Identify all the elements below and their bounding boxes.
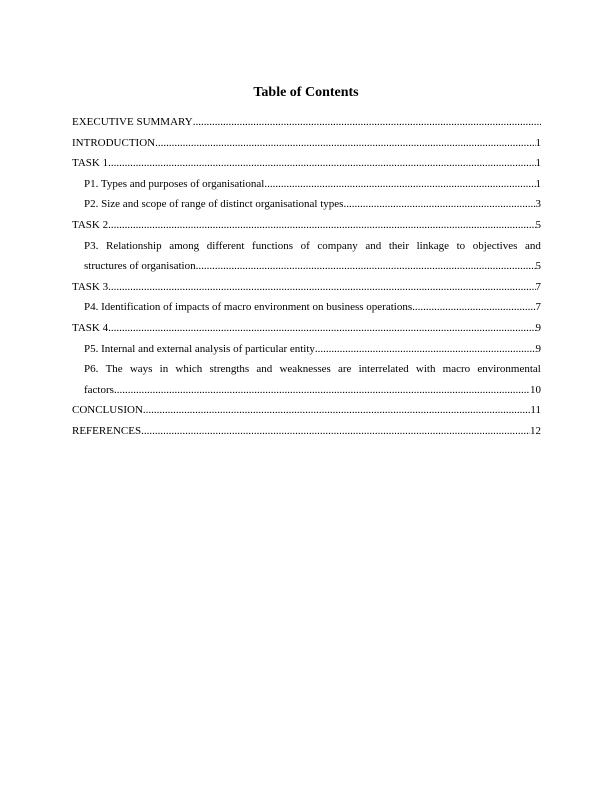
toc-entry-page: 11 (530, 404, 541, 417)
toc-entry-label: TASK 3 (72, 280, 109, 293)
toc-entry-page: 5 (535, 218, 541, 231)
toc-entry-introduction[interactable] (72, 133, 541, 154)
toc-entry-p1[interactable] (72, 174, 541, 195)
toc-word: different (206, 239, 245, 252)
toc-entry-p5[interactable] (72, 339, 541, 360)
toc-word: ways (129, 363, 153, 376)
toc-title: Table of Contents (253, 85, 359, 100)
toc-word: Relationship (105, 239, 162, 252)
toc-entry-page: 1 (535, 136, 541, 149)
toc-entry-p6[interactable] (72, 359, 541, 400)
toc-entry-p4[interactable] (72, 297, 541, 318)
toc-entry-page: 12 (530, 424, 541, 437)
toc-entry-label: REFERENCES (72, 424, 142, 437)
toc-entry-page: 10 (530, 383, 541, 396)
toc-word: weaknesses (279, 363, 331, 376)
toc-entry-label-line2: structures of organisation (84, 260, 196, 273)
toc-entry-task-3[interactable] (72, 277, 541, 298)
toc-entry-label: P5. Internal and external analysis of particular entity (84, 342, 315, 355)
toc-entry-label: INTRODUCTION (72, 136, 156, 149)
toc-entry-p2[interactable] (72, 194, 541, 215)
toc-word: interrelated (358, 363, 409, 376)
dot-leader (141, 421, 530, 442)
dot-leader (114, 380, 530, 401)
toc-word: are (338, 363, 352, 376)
toc-entry-references[interactable] (72, 421, 541, 442)
toc-entry-label-line1 (84, 359, 541, 380)
toc-word: linkage (416, 239, 449, 252)
toc-word: macro (442, 363, 471, 376)
dot-leader (108, 318, 535, 339)
toc-entry-label: TASK 4 (72, 321, 109, 334)
toc-word: objectives (472, 239, 518, 252)
dot-leader (108, 215, 535, 236)
toc-entry-page: 9 (535, 321, 541, 334)
toc-word: The (105, 363, 123, 376)
toc-word: their (388, 239, 409, 252)
toc-word: with (415, 363, 436, 376)
toc-word: P3. (84, 239, 99, 252)
toc-entry-task-2[interactable] (72, 215, 541, 236)
toc-word: among (169, 239, 200, 252)
dot-leader (315, 339, 536, 360)
toc-entry-label: P1. Types and purposes of organisational (84, 177, 265, 190)
dot-leader (155, 133, 535, 154)
toc-entry-label: TASK 2 (72, 218, 109, 231)
toc-entry-label: P4. Identification of impacts of macro environment on business operations (84, 301, 413, 314)
toc-entry-page: 1 (535, 177, 541, 190)
dot-leader (412, 297, 535, 318)
toc-entry-label: P2. Size and scope of range of distinct organisational types (84, 198, 344, 211)
dot-leader (108, 277, 535, 298)
toc-word: environmental (477, 363, 541, 376)
toc-entry-p3[interactable] (72, 236, 541, 277)
toc-word: of (300, 239, 310, 252)
dot-leader (264, 174, 535, 195)
table-of-contents (72, 112, 541, 442)
toc-word: company (317, 239, 358, 252)
toc-entry-conclusion[interactable] (72, 400, 541, 421)
dot-leader (196, 256, 536, 277)
toc-word: functions (252, 239, 293, 252)
toc-entry-task-1[interactable] (72, 153, 541, 174)
toc-entry-task-4[interactable] (72, 318, 541, 339)
toc-word: strengths (209, 363, 250, 376)
toc-word: in (159, 363, 169, 376)
toc-entry-label-line2: factors (84, 383, 114, 396)
toc-entry-page: 7 (535, 280, 541, 293)
toc-entry-page: 9 (535, 342, 541, 355)
toc-entry-page: 7 (535, 301, 541, 314)
dot-leader (108, 153, 535, 174)
toc-word: and (365, 239, 382, 252)
toc-word: and (525, 239, 541, 252)
dot-leader (343, 194, 535, 215)
toc-word: to (456, 239, 466, 252)
toc-entry-label-line1 (84, 236, 541, 257)
toc-entry-label: CONCLUSION (72, 404, 143, 417)
toc-word: and (256, 363, 273, 376)
toc-entry-label: EXECUTIVE SUMMARY (72, 116, 193, 128)
toc-word: P6. (84, 363, 99, 376)
toc-entry-page: 1 (535, 157, 541, 170)
toc-entry-label: TASK 1 (72, 157, 109, 170)
toc-entry-page: 5 (535, 260, 541, 273)
dot-leader (143, 400, 531, 421)
toc-word: which (175, 363, 203, 376)
toc-entry-page: 3 (535, 198, 541, 211)
toc-entry-executive-summary[interactable] (72, 112, 541, 133)
dot-leader (193, 112, 541, 133)
